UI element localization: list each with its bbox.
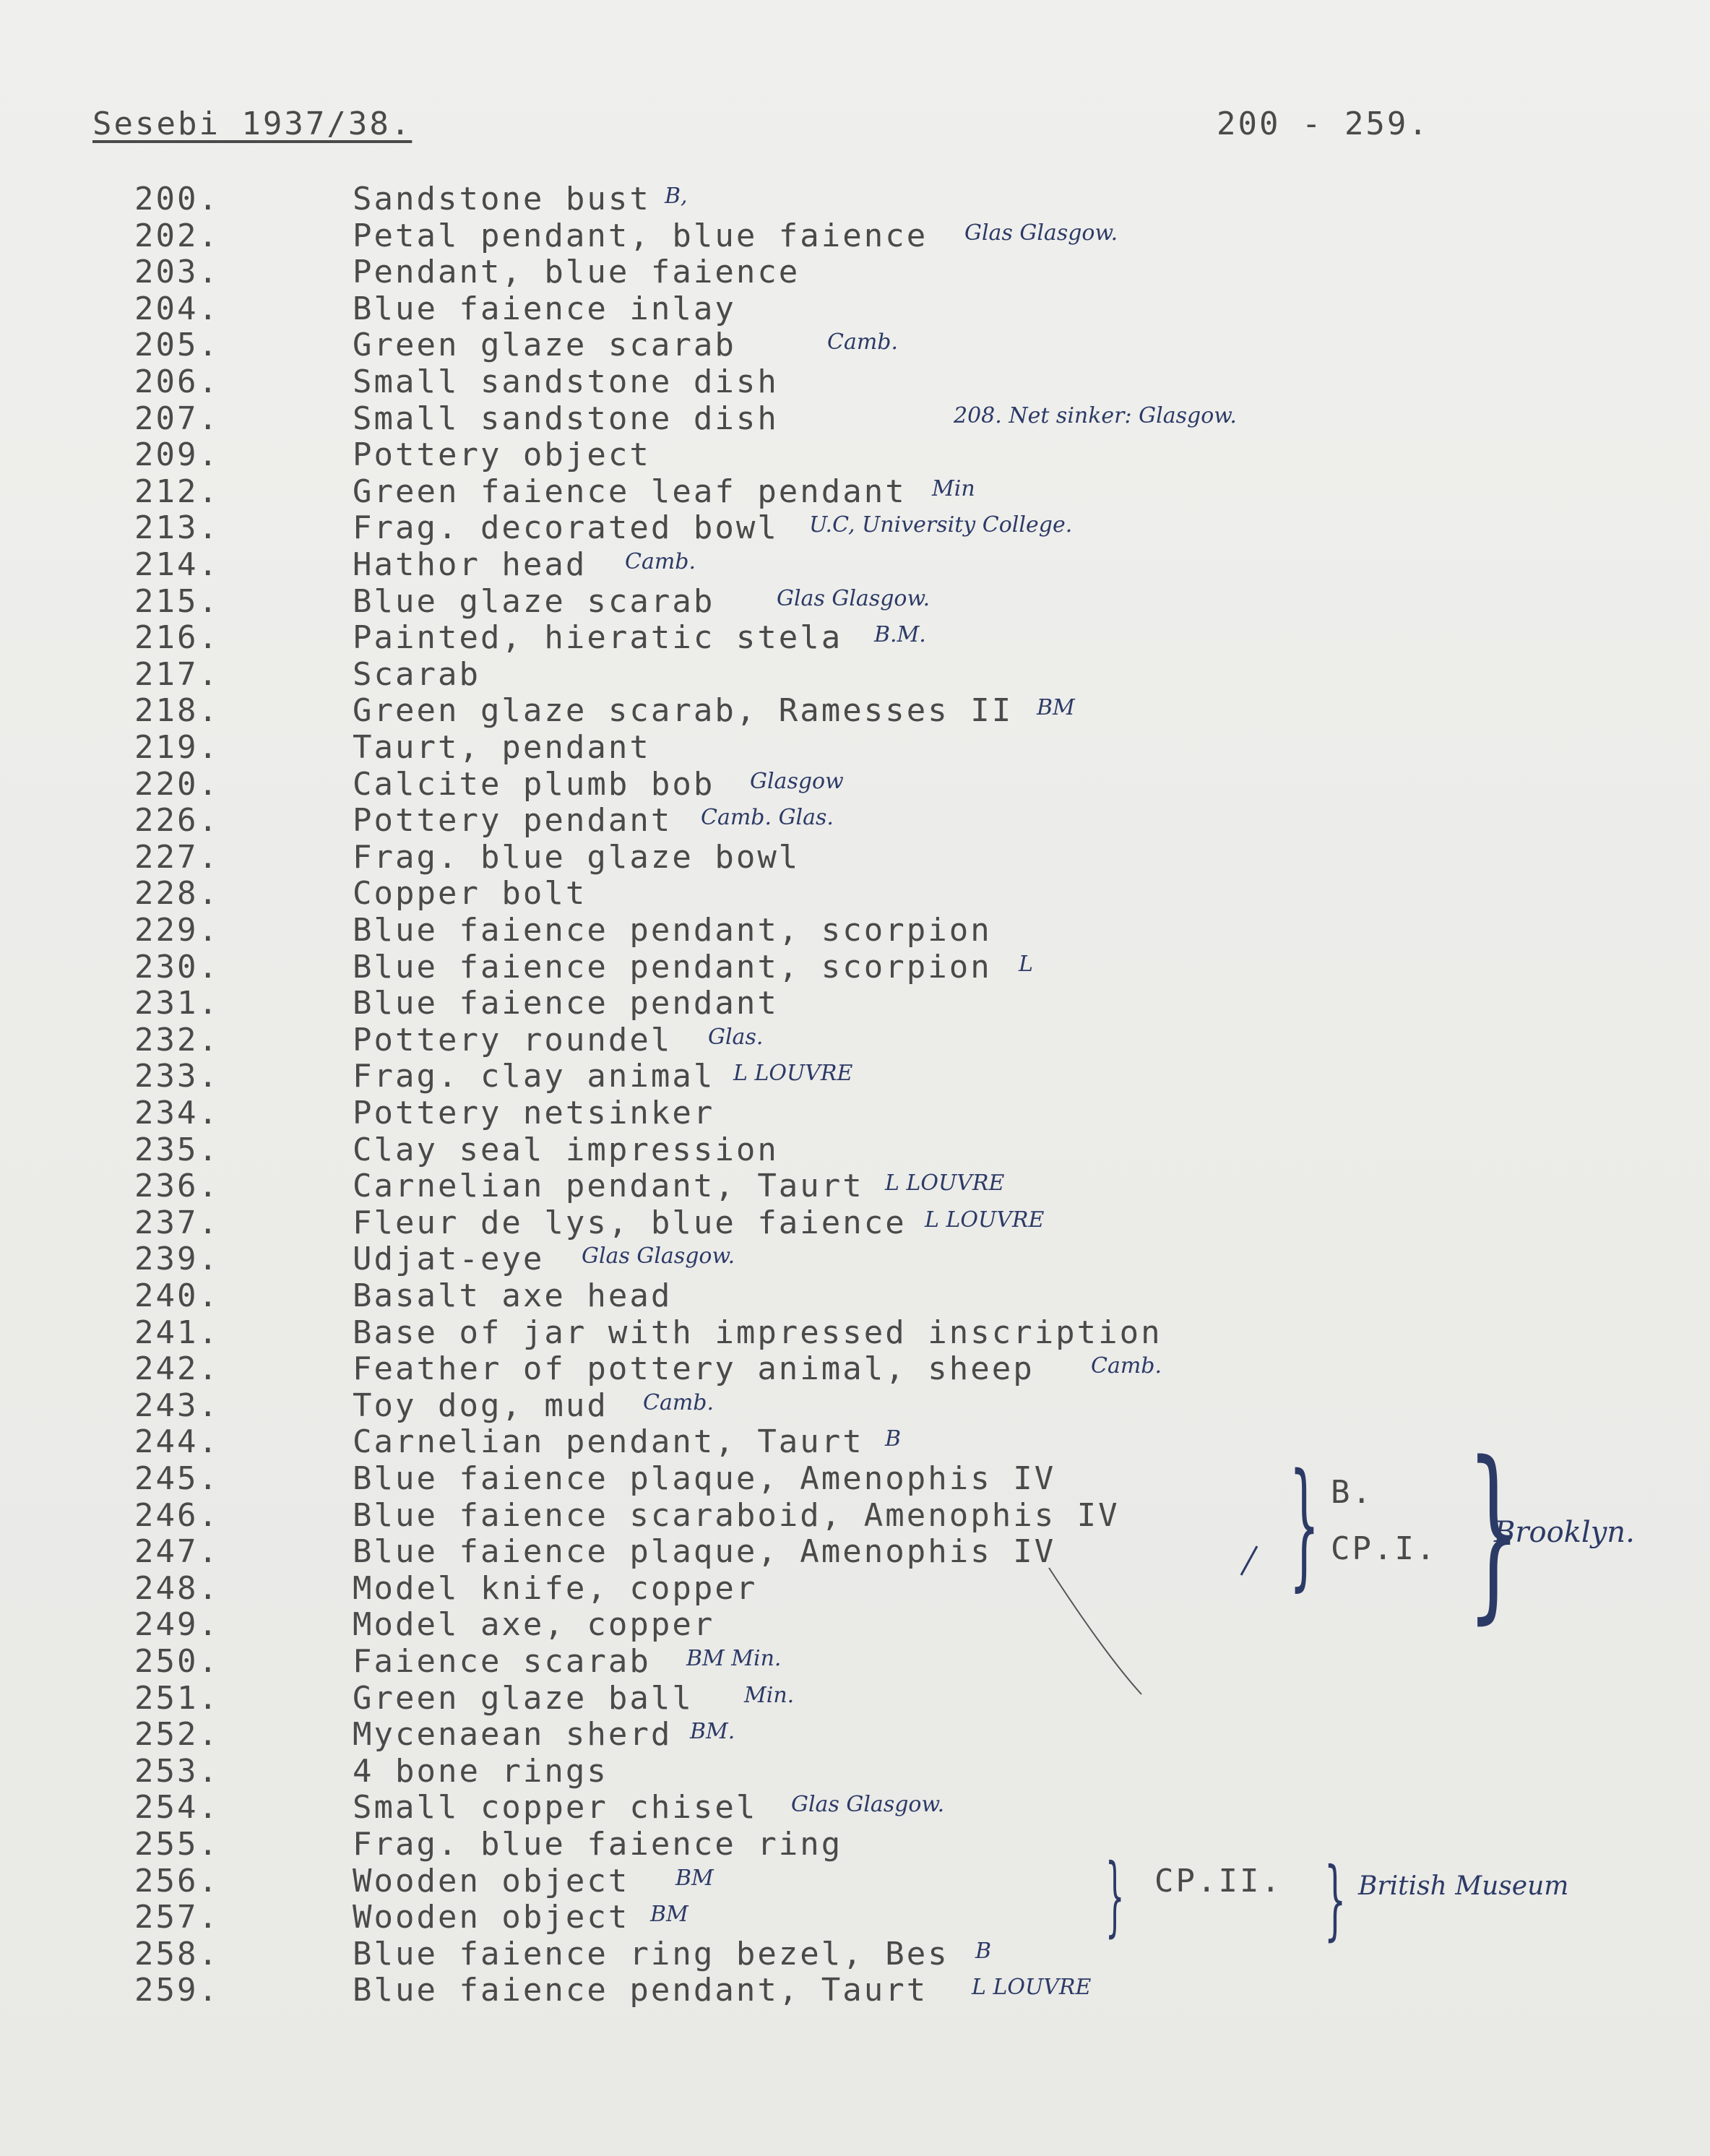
- item-description: Small copper chisel: [353, 1789, 758, 1827]
- item-description: Green glaze ball: [353, 1679, 694, 1717]
- group-brace-cp2-left: }: [1105, 1846, 1125, 1946]
- item-number: 206.: [134, 363, 220, 400]
- item-description: Painted, hieratic stela: [353, 619, 843, 657]
- item-description: Model knife, copper: [353, 1569, 758, 1607]
- handwritten-note: Camb. Glas.: [701, 805, 834, 831]
- item-description: Faience scarab: [353, 1643, 651, 1680]
- item-number: 218.: [134, 692, 220, 730]
- item-description: Blue faience pendant: [353, 985, 779, 1022]
- item-number: 235.: [134, 1131, 220, 1168]
- document-title: Sesebi 1937/38.: [92, 105, 413, 142]
- item-description: Petal pendant, blue faience: [353, 217, 928, 254]
- handwritten-note: L LOUVRE: [972, 1975, 1092, 2001]
- item-number: 258.: [134, 1935, 220, 1972]
- handwritten-note: Min: [932, 475, 975, 501]
- number-range: 200 - 259.: [1217, 105, 1430, 142]
- item-number: 207.: [134, 400, 220, 437]
- item-number: 232.: [134, 1021, 220, 1058]
- handwritten-note: BM: [1037, 695, 1075, 721]
- item-number: 244.: [134, 1423, 220, 1461]
- item-number: 254.: [134, 1789, 220, 1827]
- item-description: Carnelian pendant, Taurt: [353, 1168, 864, 1205]
- item-description: Pottery pendant: [353, 802, 673, 840]
- handwritten-note: BM Min.: [686, 1646, 782, 1671]
- item-number: 251.: [134, 1679, 220, 1717]
- handwritten-note: Camb.: [643, 1389, 714, 1415]
- item-description: Pottery object: [353, 436, 651, 474]
- item-number: 212.: [134, 473, 220, 510]
- handwritten-note: Glas Glasgow.: [964, 220, 1118, 246]
- handwritten-note: Glas Glasgow.: [791, 1792, 945, 1818]
- item-description: Blue faience plaque, Amenophis IV: [353, 1460, 1056, 1497]
- item-description: Scarab: [353, 655, 480, 693]
- handwritten-note: B: [975, 1938, 992, 1964]
- handwritten-note: Glas Glasgow.: [582, 1243, 735, 1269]
- item-description: Blue faience scaraboid, Amenophis IV: [353, 1496, 1120, 1534]
- item-number: 248.: [134, 1569, 220, 1607]
- item-description: Carnelian pendant, Taurt: [353, 1423, 864, 1461]
- group-brace-cp2-right: }: [1323, 1850, 1347, 1950]
- item-description: Frag. blue glaze bowl: [353, 838, 800, 876]
- group-label-cp2: CP.II.: [1154, 1863, 1282, 1900]
- handwritten-note: Min.: [744, 1682, 795, 1708]
- handwritten-brooklyn: Brooklyn.: [1494, 1516, 1635, 1549]
- item-number: 234.: [134, 1095, 220, 1131]
- item-description: Pottery roundel: [353, 1021, 673, 1058]
- item-description: Pottery netsinker: [353, 1095, 715, 1131]
- item-description: Toy dog, mud: [353, 1387, 608, 1424]
- item-description: Frag. decorated bowl: [353, 509, 779, 547]
- item-description: Frag. blue faience ring: [353, 1826, 843, 1863]
- item-number: 247.: [134, 1533, 220, 1571]
- item-description: Taurt, pendant: [353, 729, 651, 766]
- item-description: Blue faience pendant, scorpion: [353, 948, 992, 986]
- item-number: 230.: [134, 948, 220, 986]
- handwritten-note: U.C, University College.: [809, 512, 1073, 538]
- item-number: 250.: [134, 1643, 220, 1680]
- item-number: 202.: [134, 217, 220, 254]
- handwritten-note: Glasgow: [750, 768, 844, 794]
- item-number: 243.: [134, 1387, 220, 1424]
- handwritten-note: L LOUVRE: [733, 1061, 853, 1087]
- item-number: 239.: [134, 1241, 220, 1278]
- handwritten-note: L: [1019, 951, 1033, 977]
- handwritten-note: 208. Net sinker: Glasgow.: [954, 402, 1237, 428]
- item-number: 253.: [134, 1752, 220, 1790]
- item-description: Clay seal impression: [353, 1131, 779, 1168]
- item-description: Blue faience ring bezel, Bes: [353, 1935, 949, 1972]
- item-number: 228.: [134, 875, 220, 913]
- item-description: Frag. clay animal: [353, 1058, 715, 1095]
- item-number: 214.: [134, 546, 220, 583]
- item-description: Feather of pottery animal, sheep: [353, 1350, 1035, 1388]
- item-description: Blue faience pendant, scorpion: [353, 912, 992, 949]
- item-description: Blue faience plaque, Amenophis IV: [353, 1533, 1056, 1571]
- item-number: 236.: [134, 1168, 220, 1205]
- item-number: 252.: [134, 1716, 220, 1754]
- handwritten-note: BM: [675, 1865, 714, 1891]
- item-description: Wooden object: [353, 1899, 630, 1936]
- item-description: Model axe, copper: [353, 1606, 715, 1644]
- item-description: Sandstone bust: [353, 181, 651, 217]
- handwritten-note: L LOUVRE: [925, 1207, 1045, 1233]
- item-description: Udjat-eye: [353, 1241, 545, 1278]
- handwritten-note: Camb.: [827, 329, 899, 355]
- item-description: Blue faience inlay: [353, 290, 736, 327]
- item-number: 241.: [134, 1314, 220, 1351]
- item-number: 209.: [134, 436, 220, 474]
- item-description: Hathor head: [353, 546, 587, 583]
- item-number: 231.: [134, 985, 220, 1022]
- item-description: Green glaze scarab: [353, 327, 736, 364]
- handwritten-note: Camb.: [1091, 1353, 1162, 1379]
- handwritten-note: BM: [650, 1902, 688, 1928]
- item-number: 256.: [134, 1862, 220, 1900]
- item-number: 200.: [134, 181, 220, 217]
- item-number: 246.: [134, 1496, 220, 1534]
- item-number: 226.: [134, 802, 220, 840]
- item-description: Small sandstone dish: [353, 363, 779, 400]
- item-description: Base of jar with impressed inscription: [353, 1314, 1162, 1351]
- item-number: 213.: [134, 509, 220, 547]
- item-description: Green glaze scarab, Ramesses II: [353, 692, 1014, 730]
- item-number: 240.: [134, 1277, 220, 1314]
- item-number: 255.: [134, 1826, 220, 1863]
- item-description: Blue glaze scarab: [353, 582, 715, 620]
- handwritten-note: B: [885, 1426, 902, 1452]
- item-description: Fleur de lys, blue faience: [353, 1204, 907, 1241]
- item-number: 245.: [134, 1460, 220, 1497]
- handwritten-note: B,: [665, 184, 688, 209]
- item-description: Wooden object: [353, 1862, 630, 1900]
- item-description: Mycenaean sherd: [353, 1716, 673, 1754]
- item-number: 215.: [134, 582, 220, 620]
- item-number: 219.: [134, 729, 220, 766]
- item-description: Basalt axe head: [353, 1277, 673, 1314]
- item-description: Pendant, blue faience: [353, 254, 800, 291]
- handwritten-note: B.M.: [874, 622, 926, 648]
- item-number: 249.: [134, 1606, 220, 1644]
- item-description: Green faience leaf pendant: [353, 473, 907, 510]
- item-number: 242.: [134, 1350, 220, 1388]
- group-label-cp1: CP.I.: [1331, 1530, 1438, 1567]
- item-number: 220.: [134, 765, 220, 803]
- handwritten-note: Glas Glasgow.: [777, 585, 930, 611]
- item-description: Small sandstone dish: [353, 400, 779, 437]
- item-number: 205.: [134, 327, 220, 364]
- handwritten-note: BM.: [690, 1719, 735, 1745]
- item-description: Copper bolt: [353, 875, 587, 913]
- item-description: 4 bone rings: [353, 1752, 608, 1790]
- group-brace-right: }: [1467, 1423, 1521, 1641]
- item-number: 227.: [134, 838, 220, 876]
- item-number: 229.: [134, 912, 220, 949]
- group-label-b: B.: [1331, 1474, 1373, 1511]
- item-number: 237.: [134, 1204, 220, 1241]
- item-number: 257.: [134, 1899, 220, 1936]
- handwritten-british-museum: British Museum: [1358, 1871, 1569, 1901]
- item-number: 233.: [134, 1058, 220, 1095]
- item-description: Blue faience pendant, Taurt: [353, 1972, 928, 2009]
- item-number: 217.: [134, 655, 220, 693]
- item-number: 203.: [134, 254, 220, 291]
- group-brace-left: }: [1289, 1444, 1320, 1604]
- handwritten-note: Glas.: [708, 1024, 764, 1050]
- item-number: 204.: [134, 290, 220, 327]
- item-number: 216.: [134, 619, 220, 657]
- handwritten-note: Camb.: [625, 549, 696, 574]
- handwritten-note: L LOUVRE: [885, 1170, 1005, 1196]
- item-description: Calcite plumb bob: [353, 765, 715, 803]
- item-number: 259.: [134, 1972, 220, 2009]
